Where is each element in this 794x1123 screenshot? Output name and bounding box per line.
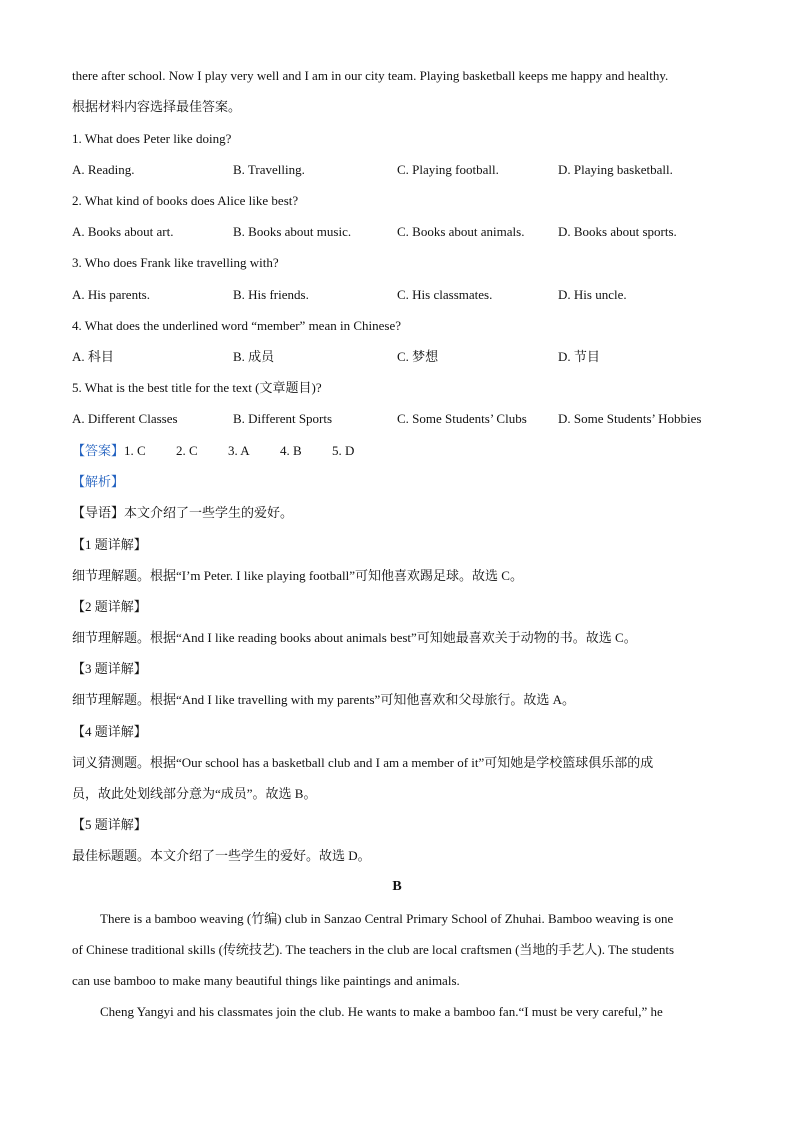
passage-b-line: There is a bamboo weaving (竹编) club in Sanzao Central Primary School of Zhuhai. Bamboo weaving is one: [100, 911, 674, 926]
detail-5-text: 最佳标题题。本文介绍了一些学生的爱好。故选 D。: [72, 848, 371, 863]
answer-item: 2. C: [176, 443, 198, 458]
answer-item: 3. A: [228, 443, 250, 458]
answer-label: 【答案】: [72, 443, 125, 458]
answer-line: [72, 443, 354, 459]
question-5-stem: 5. What is the best title for the text (文章题目)?: [72, 380, 322, 395]
answer-item: 4. B: [280, 443, 302, 458]
q4-option-a: A. 科目: [72, 349, 114, 364]
q5-option-d: D. Some Students’ Hobbies: [558, 411, 702, 426]
detail-4-label: 【4 题详解】: [72, 724, 147, 739]
guide-label: 【导语】: [72, 505, 125, 520]
q4-option-c: C. 梦想: [397, 349, 439, 364]
detail-2-label: 【2 题详解】: [72, 599, 147, 614]
passage-b-line: Cheng Yangyi and his classmates join the club. He wants to make a bamboo fan.“I must be very careful,” he: [100, 1004, 663, 1019]
detail-2-text: 细节理解题。根据“And I like reading books about animals best”可知她最喜欢关于动物的书。故选 C。: [72, 630, 637, 645]
question-3-stem: 3. Who does Frank like travelling with?: [72, 255, 279, 270]
q1-option-b: B. Travelling.: [233, 162, 305, 177]
detail-3-text: 细节理解题。根据“And I like travelling with my parents”可知他喜欢和父母旅行。故选 A。: [72, 692, 575, 707]
q5-option-c: C. Some Students’ Clubs: [397, 411, 527, 426]
detail-4-text: 词义猜测题。根据“Our school has a basketball club and I am a member of it”可知她是学校篮球俱乐部的成: [72, 755, 654, 770]
section-b-title: B: [392, 879, 402, 894]
guide-line: [72, 505, 293, 521]
detail-1-text: 细节理解题。根据“I’m Peter. I like playing football”可知他喜欢踢足球。故选 C。: [72, 568, 523, 583]
instruction: 根据材料内容选择最佳答案。: [72, 99, 242, 114]
q2-option-c: C. Books about animals.: [397, 224, 525, 239]
detail-1-label: 【1 题详解】: [72, 537, 147, 552]
question-2-stem: 2. What kind of books does Alice like best?: [72, 193, 299, 208]
q3-option-c: C. His classmates.: [397, 287, 493, 302]
q3-option-a: A. His parents.: [72, 287, 150, 302]
q2-option-a: A. Books about art.: [72, 224, 174, 239]
q3-option-d: D. His uncle.: [558, 287, 627, 302]
question-1-stem: 1. What does Peter like doing?: [72, 131, 232, 146]
q5-option-a: A. Different Classes: [72, 411, 178, 426]
q4-option-d: D. 节目: [558, 349, 600, 364]
detail-4-text: 员，故此处划线部分意为“成员”。故选 B。: [72, 786, 317, 801]
analysis-label: 【解析】: [72, 474, 125, 489]
detail-5-label: 【5 题详解】: [72, 817, 147, 832]
q5-option-b: B. Different Sports: [233, 411, 333, 426]
question-4-stem: 4. What does the underlined word “member” mean in Chinese?: [72, 318, 401, 333]
q1-option-c: C. Playing football.: [397, 162, 499, 177]
q2-option-b: B. Books about music.: [233, 224, 352, 239]
guide-text: 本文介绍了一些学生的爱好。: [124, 505, 294, 520]
passage-b-line: of Chinese traditional skills (传统技艺). The teachers in the club are local craftsmen (当地的手艺人). The students: [72, 942, 675, 957]
q3-option-b: B. His friends.: [233, 287, 309, 302]
answer-item: 1. C: [124, 443, 146, 458]
passage-a-end: there after school. Now I play very well and I am in our city team. Playing basketball keeps me happy and healthy.: [72, 68, 669, 83]
q4-option-b: B. 成员: [233, 349, 275, 364]
detail-3-label: 【3 题详解】: [72, 661, 147, 676]
answer-item: 5. D: [332, 443, 355, 458]
q1-option-d: D. Playing basketball.: [558, 162, 673, 177]
q2-option-d: D. Books about sports.: [558, 224, 677, 239]
passage-b-line: can use bamboo to make many beautiful things like paintings and animals.: [72, 973, 460, 988]
q1-option-a: A. Reading.: [72, 162, 135, 177]
